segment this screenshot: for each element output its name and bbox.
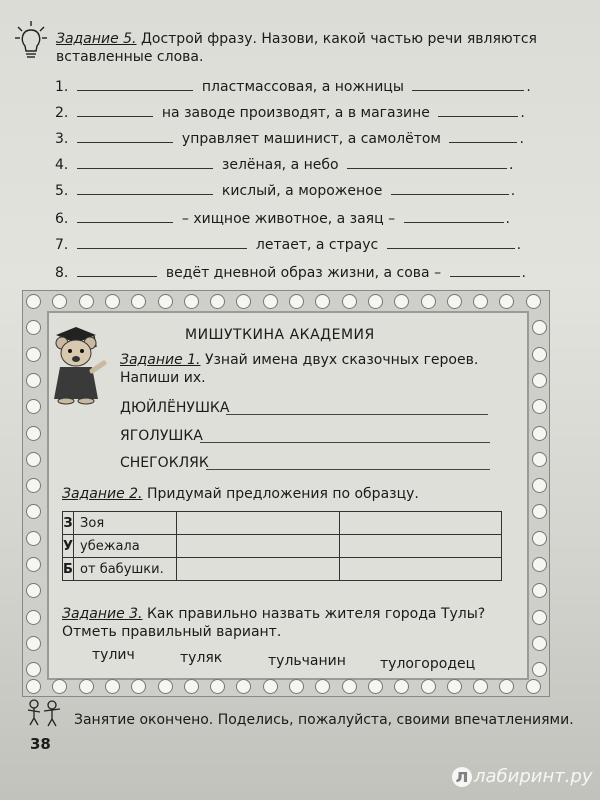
blank-line[interactable] <box>347 156 507 169</box>
border-bead <box>532 452 547 467</box>
table-row <box>63 512 502 535</box>
fill-row: 2. на заводе производят, а в магазине . <box>55 105 525 121</box>
task2 <box>62 486 419 502</box>
answer-cell[interactable] <box>339 535 501 558</box>
border-bead <box>26 557 41 572</box>
border-bead <box>342 679 357 694</box>
border-bead <box>26 426 41 441</box>
border-bead <box>532 531 547 546</box>
border-bead <box>532 610 547 625</box>
task5-heading <box>56 30 556 66</box>
table-row <box>63 535 502 558</box>
border-bead <box>342 294 357 309</box>
answer-option[interactable]: тульчанин <box>268 653 346 669</box>
blank-line[interactable] <box>438 104 518 117</box>
border-bead <box>263 679 278 694</box>
row-number: 4. <box>55 157 69 173</box>
border-bead <box>394 679 409 694</box>
border-bead <box>236 294 251 309</box>
fill-row: 6. – хищное животное, а заяц – . <box>55 211 510 227</box>
border-bead <box>26 531 41 546</box>
border-bead <box>79 294 94 309</box>
fill-row: 7. летает, а страус . <box>55 237 522 253</box>
blank-line[interactable] <box>412 78 524 91</box>
border-bead <box>263 294 278 309</box>
border-bead <box>532 426 547 441</box>
row-number: 3. <box>55 131 69 147</box>
task1-label: Задание 1. <box>120 352 201 368</box>
border-bead <box>532 662 547 677</box>
puzzle-word: ЯГОЛУШКА <box>120 428 203 444</box>
border-bead <box>158 294 173 309</box>
fill-row: 1. пластмассовая, а ножницы . <box>55 79 531 95</box>
task3-label: Задание 3. <box>62 606 143 622</box>
blank-line[interactable] <box>450 264 520 277</box>
border-bead <box>105 679 120 694</box>
border-bead <box>26 294 41 309</box>
border-bead <box>52 679 67 694</box>
border-bead <box>79 679 94 694</box>
row-number: 6. <box>55 211 69 227</box>
fill-row: 4. зелёная, а небо . <box>55 157 514 173</box>
border-bead <box>473 294 488 309</box>
fill-row: 3. управляет машинист, а самолётом . <box>55 131 524 147</box>
border-bead <box>532 320 547 335</box>
task2-label: Задание 2. <box>62 486 143 502</box>
border-bead <box>499 679 514 694</box>
border-bead <box>26 679 41 694</box>
border-bead <box>26 662 41 677</box>
task5-label: Задание 5. <box>56 31 137 47</box>
border-bead <box>184 294 199 309</box>
border-bead <box>26 610 41 625</box>
border-bead <box>26 399 41 414</box>
blank-line[interactable] <box>77 156 213 169</box>
border-bead <box>289 294 304 309</box>
border-bead <box>526 679 541 694</box>
border-bead <box>26 452 41 467</box>
task2-text: Придумай предложения по образцу. <box>146 486 419 502</box>
border-bead <box>26 478 41 493</box>
task1-text: Узнай имена двух сказочных героев. Напиши их. <box>120 352 479 386</box>
blank-line[interactable] <box>391 182 509 195</box>
pattern-table <box>62 511 502 581</box>
answer-option[interactable]: туляк <box>180 650 223 666</box>
border-bead <box>131 294 146 309</box>
row-letter: У <box>63 535 74 558</box>
children-icon <box>24 697 64 727</box>
row-number: 7. <box>55 237 69 253</box>
answer-cell[interactable] <box>177 535 339 558</box>
border-bead <box>532 504 547 519</box>
border-bead <box>394 294 409 309</box>
row-text: – хищное животное, а заяц – <box>181 211 396 227</box>
border-bead <box>499 294 514 309</box>
blank-line[interactable] <box>77 182 213 195</box>
row-text: кислый, а мороженое <box>221 183 383 199</box>
answer-option[interactable]: тулогородец <box>380 656 476 672</box>
border-bead <box>105 294 120 309</box>
border-bead <box>532 557 547 572</box>
border-bead <box>26 347 41 362</box>
border-bead <box>210 679 225 694</box>
answer-option[interactable]: тулич <box>92 647 135 663</box>
example-cell: убежала <box>74 535 177 558</box>
watermark-text: лабиринт.ру <box>474 766 593 787</box>
blank-line[interactable] <box>404 210 504 223</box>
border-bead <box>532 399 547 414</box>
fill-row: 5. кислый, а мороженое . <box>55 183 516 199</box>
bear-scholar-icon <box>44 325 108 405</box>
border-bead <box>289 679 304 694</box>
blank-line[interactable] <box>387 236 515 249</box>
border-bead <box>210 294 225 309</box>
border-bead <box>368 294 383 309</box>
border-bead <box>368 679 383 694</box>
answer-cell[interactable] <box>177 512 339 535</box>
row-text: зелёная, а небо <box>221 157 339 173</box>
row-number: 2. <box>55 105 69 121</box>
footer-text: Занятие окончено. Поделись, пожалуйста, своими впечатлениями. <box>74 712 574 728</box>
border-bead <box>236 679 251 694</box>
border-bead <box>447 294 462 309</box>
fill-row: 8. ведёт дневной образ жизни, а сова – . <box>55 265 526 281</box>
border-bead <box>52 294 67 309</box>
labirint-icon: л <box>452 767 472 787</box>
blank-line[interactable] <box>77 264 157 277</box>
border-bead <box>421 294 436 309</box>
border-bead <box>26 504 41 519</box>
puzzle-word: СНЕГОКЛЯК <box>120 455 209 471</box>
border-bead <box>447 679 462 694</box>
blank-line[interactable] <box>77 78 193 91</box>
border-bead <box>421 679 436 694</box>
blank-line[interactable] <box>77 236 247 249</box>
academy-title: МИШУТКИНА АКАДЕМИЯ <box>185 327 375 343</box>
border-bead <box>131 679 146 694</box>
row-text: управляет машинист, а самолётом <box>181 131 441 147</box>
border-bead <box>315 294 330 309</box>
border-bead <box>532 636 547 651</box>
blank-line[interactable] <box>77 130 173 143</box>
row-number: 8. <box>55 265 69 281</box>
border-bead <box>26 636 41 651</box>
border-bead <box>184 679 199 694</box>
row-text: ведёт дневной образ жизни, а сова – <box>165 265 442 281</box>
border-bead <box>26 373 41 388</box>
page-number: 38 <box>30 735 51 753</box>
border-bead <box>26 320 41 335</box>
row-text: на заводе производят, а в магазине <box>161 105 430 121</box>
task3 <box>62 605 512 641</box>
border-bead <box>532 478 547 493</box>
blank-line[interactable] <box>77 104 153 117</box>
task5-text: Дострой фразу. Назови, какой частью речи являются вставленные слова. <box>56 31 537 65</box>
row-text: летает, а страус <box>255 237 379 253</box>
border-bead <box>532 583 547 598</box>
table-row <box>63 558 502 581</box>
row-number: 1. <box>55 79 69 95</box>
answer-line[interactable] <box>206 468 490 470</box>
answer-cell[interactable] <box>339 512 501 535</box>
row-letter: З <box>63 512 74 535</box>
blank-line[interactable] <box>77 210 173 223</box>
task3-text: Как правильно назвать жителя города Тулы? Отметь правильный вариант. <box>62 606 486 640</box>
answer-cell[interactable] <box>339 558 501 581</box>
answer-line[interactable] <box>226 413 488 415</box>
border-bead <box>473 679 488 694</box>
border-bead <box>526 294 541 309</box>
border-bead <box>315 679 330 694</box>
border-bead <box>158 679 173 694</box>
example-cell: Зоя <box>74 512 177 535</box>
blank-line[interactable] <box>449 130 517 143</box>
border-bead <box>26 583 41 598</box>
example-cell: от бабушки. <box>74 558 177 581</box>
task1 <box>120 351 540 387</box>
answer-line[interactable] <box>200 441 490 443</box>
row-number: 5. <box>55 183 69 199</box>
puzzle-word: ДЮЙЛЁНУШКА <box>120 400 230 416</box>
watermark-logo <box>452 766 593 787</box>
row-letter: Б <box>63 558 74 581</box>
lightbulb-icon <box>14 20 48 60</box>
answer-cell[interactable] <box>177 558 339 581</box>
row-text: пластмассовая, а ножницы <box>201 79 404 95</box>
